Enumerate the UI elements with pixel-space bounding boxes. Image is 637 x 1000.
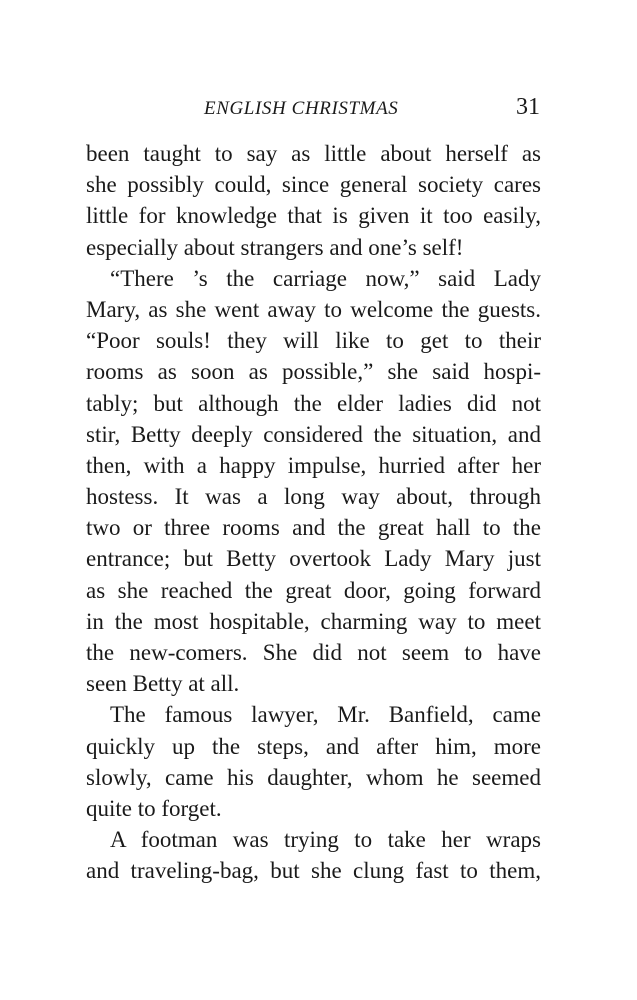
text-line: then, with a happy impulse, hurried after her <box>86 452 541 478</box>
text-line: The famous lawyer, Mr. Banfield, came <box>110 702 541 728</box>
text-line: tably; but although the elder ladies did not <box>86 390 541 416</box>
text-line: A footman was trying to take her wraps <box>110 827 541 853</box>
text-line: she possibly could, since general society cares <box>86 172 541 198</box>
text-line: little for knowledge that is given it too easily, <box>86 203 541 229</box>
text-line: “Poor souls! they will like to get to their <box>86 328 541 354</box>
page-number: 31 <box>516 94 540 120</box>
text-line: “There ’s the carriage now,” said Lady <box>110 265 541 291</box>
text-line: two or three rooms and the great hall to the <box>86 515 541 541</box>
text-line: in the most hospitable, charming way to meet <box>86 608 541 634</box>
body-text <box>86 138 541 887</box>
page-header <box>84 96 544 126</box>
text-line: the new-comers. She did not seem to have <box>86 640 541 665</box>
text-line: quickly up the steps, and after him, more <box>86 733 541 759</box>
text-line: been taught to say as little about herself as <box>86 141 541 166</box>
text-line: seen Betty at all. <box>86 671 240 697</box>
text-line: and traveling-bag, but she clung fast to them, <box>86 858 541 884</box>
text-line: slowly, came his daughter, whom he seemed <box>86 764 541 790</box>
text-line: stir, Betty deeply considered the situation, and <box>86 421 541 447</box>
text-line: Mary, as she went away to welcome the guests. <box>86 296 541 322</box>
running-title: ENGLISH CHRISTMAS <box>204 98 399 119</box>
text-line: especially about strangers and one’s self! <box>86 234 464 260</box>
text-line: quite to forget. <box>86 795 222 821</box>
text-line: hostess. It was a long way about, through <box>86 484 541 510</box>
text-line: rooms as soon as possible,” she said hospi- <box>86 359 541 385</box>
text-line: entrance; but Betty overtook Lady Mary just <box>86 546 541 572</box>
text-line: as she reached the great door, going forward <box>86 577 541 603</box>
